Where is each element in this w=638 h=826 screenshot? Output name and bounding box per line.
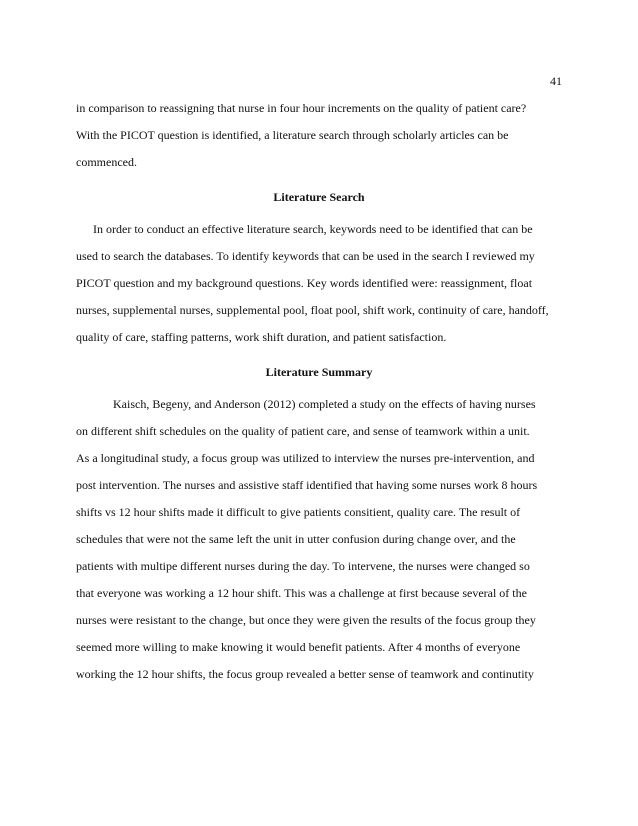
intro-paragraph xyxy=(76,95,562,176)
text-line: commenced. xyxy=(76,155,137,169)
text-line: patients with multipe different nurses during the day. To intervene, the nurses were changed so xyxy=(76,559,530,573)
text-line: post intervention. The nurses and assistive staff identified that having some nurses work 8 hours xyxy=(76,478,538,492)
text-line: nurses, supplemental nurses, supplemental pool, float pool, shift work, continuity of care, handoff, xyxy=(76,303,549,317)
body-text xyxy=(76,95,562,688)
text-line: in comparison to reassigning that nurse in four hour increments on the quality of patient care? xyxy=(76,101,527,115)
text-line: quality of care, staffing patterns, work shift duration, and patient satisfaction. xyxy=(76,330,447,344)
text-line: on different shift schedules on the quality of patient care, and sense of teamwork within a unit. xyxy=(76,424,530,438)
page-number: 41 xyxy=(550,74,562,88)
text-line: PICOT question and my background questions. Key words identified were: reassignment, float xyxy=(76,276,533,290)
literature-summary-paragraph xyxy=(76,391,562,688)
text-line: As a longitudinal study, a focus group was utilized to interview the nurses pre-intervention, and xyxy=(76,451,535,465)
text-line: working the 12 hour shifts, the focus group revealed a better sense of teamwork and continutity xyxy=(76,667,534,681)
section-heading-literature-search: Literature Search xyxy=(273,190,365,204)
text-line: seemed more willing to make knowing it would benefit patients. After 4 months of everyone xyxy=(76,640,521,654)
text-line: used to search the databases. To identify keywords that can be used in the search I reviewed my xyxy=(76,249,535,263)
text-line: that everyone was working a 12 hour shift. This was a challenge at first because several of the xyxy=(76,586,527,600)
text-line: In order to conduct an effective literature search, keywords need to be identified that can be xyxy=(93,222,533,236)
section-heading-literature-summary: Literature Summary xyxy=(265,365,373,379)
text-line: schedules that were not the same left the unit in utter confusion during change over, and the xyxy=(76,532,516,546)
text-line: With the PICOT question is identified, a literature search through scholarly articles can be xyxy=(76,128,509,142)
text-line: nurses were resistant to the change, but once they were given the results of the focus group they xyxy=(76,613,536,627)
text-line: shifts vs 12 hour shifts made it difficult to give patients consitient, quality care. The result of xyxy=(76,505,521,519)
text-line: Kaisch, Begeny, and Anderson (2012) completed a study on the effects of having nurses xyxy=(113,397,536,411)
literature-search-paragraph xyxy=(76,216,562,351)
